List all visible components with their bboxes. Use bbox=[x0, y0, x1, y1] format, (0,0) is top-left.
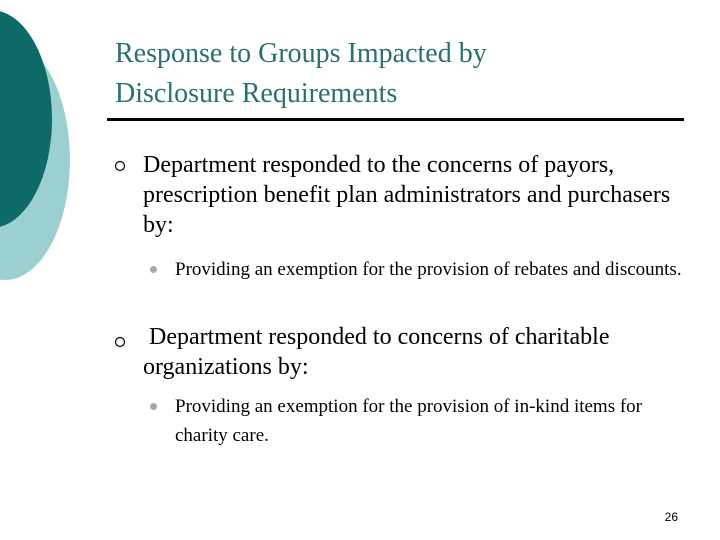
title-line-1: Response to Groups Impacted by bbox=[115, 38, 487, 69]
title-divider bbox=[107, 118, 684, 121]
page-number: 26 bbox=[664, 510, 678, 524]
sub-bullet-text-2: Providing an exemption for the provision of in-kind items for charity care. bbox=[175, 396, 643, 446]
bullet-marker-2 bbox=[114, 336, 126, 353]
bullet-text-1: Department responded to the concerns of payors, prescription benefit plan administrators and purchasers by: bbox=[143, 152, 671, 238]
bullet-marker-1 bbox=[114, 160, 126, 177]
sub-bullet-dot-2 bbox=[150, 403, 157, 410]
bullet-text-2: Department responded to concerns of charitable organizations by: bbox=[143, 324, 616, 380]
slide-title bbox=[115, 34, 675, 114]
title-line-2: Disclosure Requirements bbox=[115, 78, 398, 109]
hollow-circle-icon bbox=[114, 336, 126, 348]
sub-bullet-text-1: Providing an exemption for the provision of rebates and discounts. bbox=[175, 259, 682, 280]
sub-bullet-dot-1 bbox=[150, 266, 157, 273]
hollow-circle-icon bbox=[114, 160, 126, 172]
